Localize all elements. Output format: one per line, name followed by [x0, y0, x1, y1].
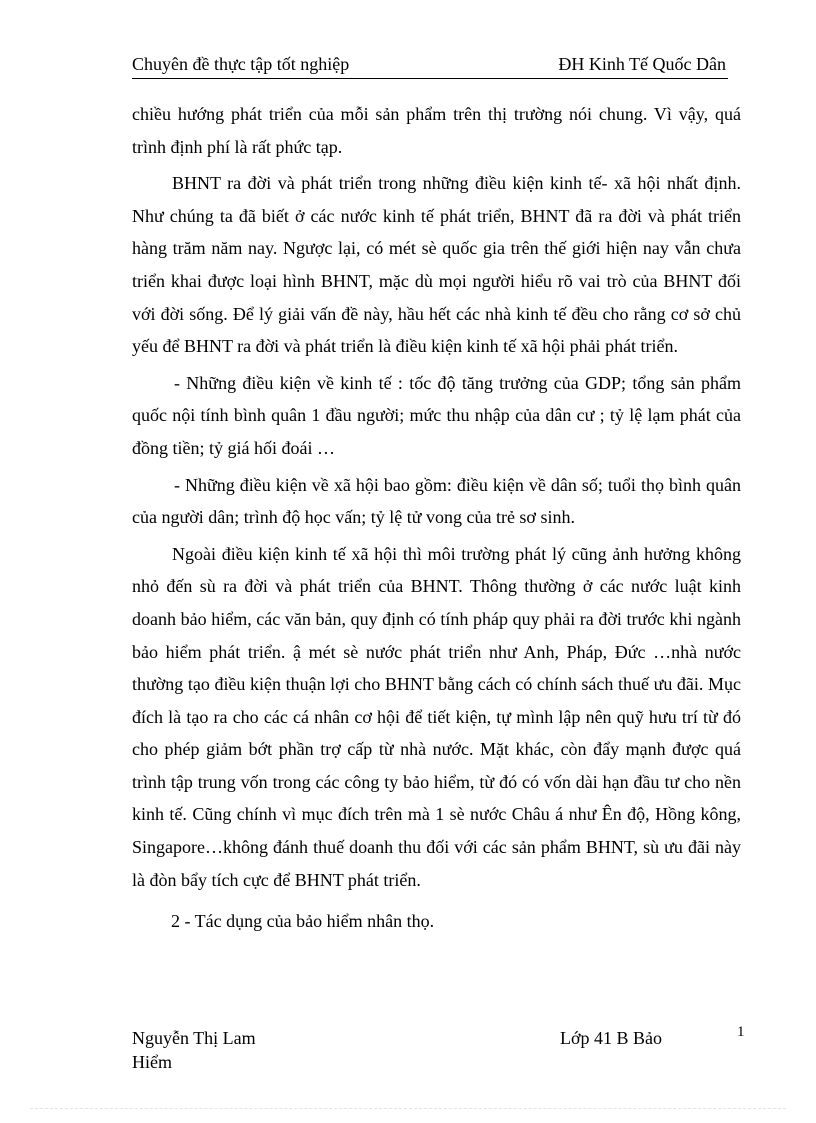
header-title: Chuyên đề thực tập tốt nghiệp: [132, 54, 350, 74]
footer-class: Lớp 41 B Bảo: [560, 1028, 663, 1048]
section-heading: 2 - Tác dụng của bảo hiểm nhân thọ.: [171, 911, 435, 932]
page-header: [132, 52, 728, 79]
paragraph-continuation: chiều hướng phát triển của mỗi sản phẩm trên thị trường nói chung. Vì vậy, quá trình định phí là rất phức tạp.: [132, 104, 741, 157]
bullet-economic-conditions: - Những điều kiện về kinh tế : tốc độ tăng trưởng của GDP; tổng sản phẩm quốc nội tính bình quân 1 đầu người; mức thu nhập của dân cư ; tỷ lệ lạm phát của đồng tiền; tỷ giá hối đoái …: [132, 372, 741, 458]
page-number: 1: [737, 1024, 745, 1040]
document-body: [132, 98, 741, 938]
footer-author-block: [132, 1026, 256, 1074]
header-university: ĐH Kinh Tế Quốc Dân: [558, 54, 726, 74]
page-edge-divider: [30, 1108, 786, 1109]
paragraph-bhnt-origin: BHNT ra đời và phát triển trong những điều kiện kinh tế- xã hội nhất định. Như chúng ta đã biết ở các nước kinh tế phát triển, BHNT đã ra đời và phát triển hàng trăm năm nay. Ngược lại, có mét sè quốc gia trên thế giới hiện nay vẫn chưa triển khai được loại hình BHNT, mặc dù mọi người hiểu rõ vai trò của BHNT đối với đời sống. Để lý giải vấn đề này, hầu hết các nhà kinh tế đều cho rằng cơ sở chủ yếu để BHNT ra đời và phát triển là điều kiện kinh tế xã hội phải phát triển.: [132, 173, 741, 357]
paragraph-legal-environment: Ngoài điều kiện kinh tế xã hội thì môi trường phát lý cũng ảnh hưởng không nhỏ đến sù ra đời và phát triển của BHNT. Thông thường ở các nước luật kinh doanh bảo hiểm, các văn bản, quy định có tính pháp quy phải ra đời trước khi ngành bảo hiểm phát triển. ậ mét sè nước phát triển như Anh, Pháp, Đức …nhà nước thường tạo điều kiện thuận lợi cho BHNT bằng cách có chính sách thuế ưu đãi. Mục đích là tạo ra cho các cá nhân cơ hội để tiết kiện, tự mình lập nên quỹ hưu trí từ đó cho phép giảm bớt phần trợ cấp từ nhà nước. Mặt khác, còn đẩy mạnh được quá trình tập trung vốn trong các công ty bảo hiểm, từ đó có vốn dài hạn đầu tư cho nền kinh tế. Cũng chính vì mục đích trên mà 1 sè nước Châu á như Ên độ, Hồng kông, Singapore…không đánh thuế doanh thu đối với các sản phẩm BHNT, sù ưu đãi này là đòn bẩy tích cực để BHNT phát triển.: [132, 543, 741, 890]
footer-class-wrap: Hiểm: [132, 1052, 172, 1072]
bullet-social-conditions: - Những điều kiện về xã hội bao gồm: điều kiện về dân số; tuổi thọ bình quân của người dân; trình độ học vấn; tỷ lệ tử vong của trẻ sơ sinh.: [132, 474, 741, 528]
footer-author: Nguyễn Thị Lam: [132, 1028, 256, 1048]
